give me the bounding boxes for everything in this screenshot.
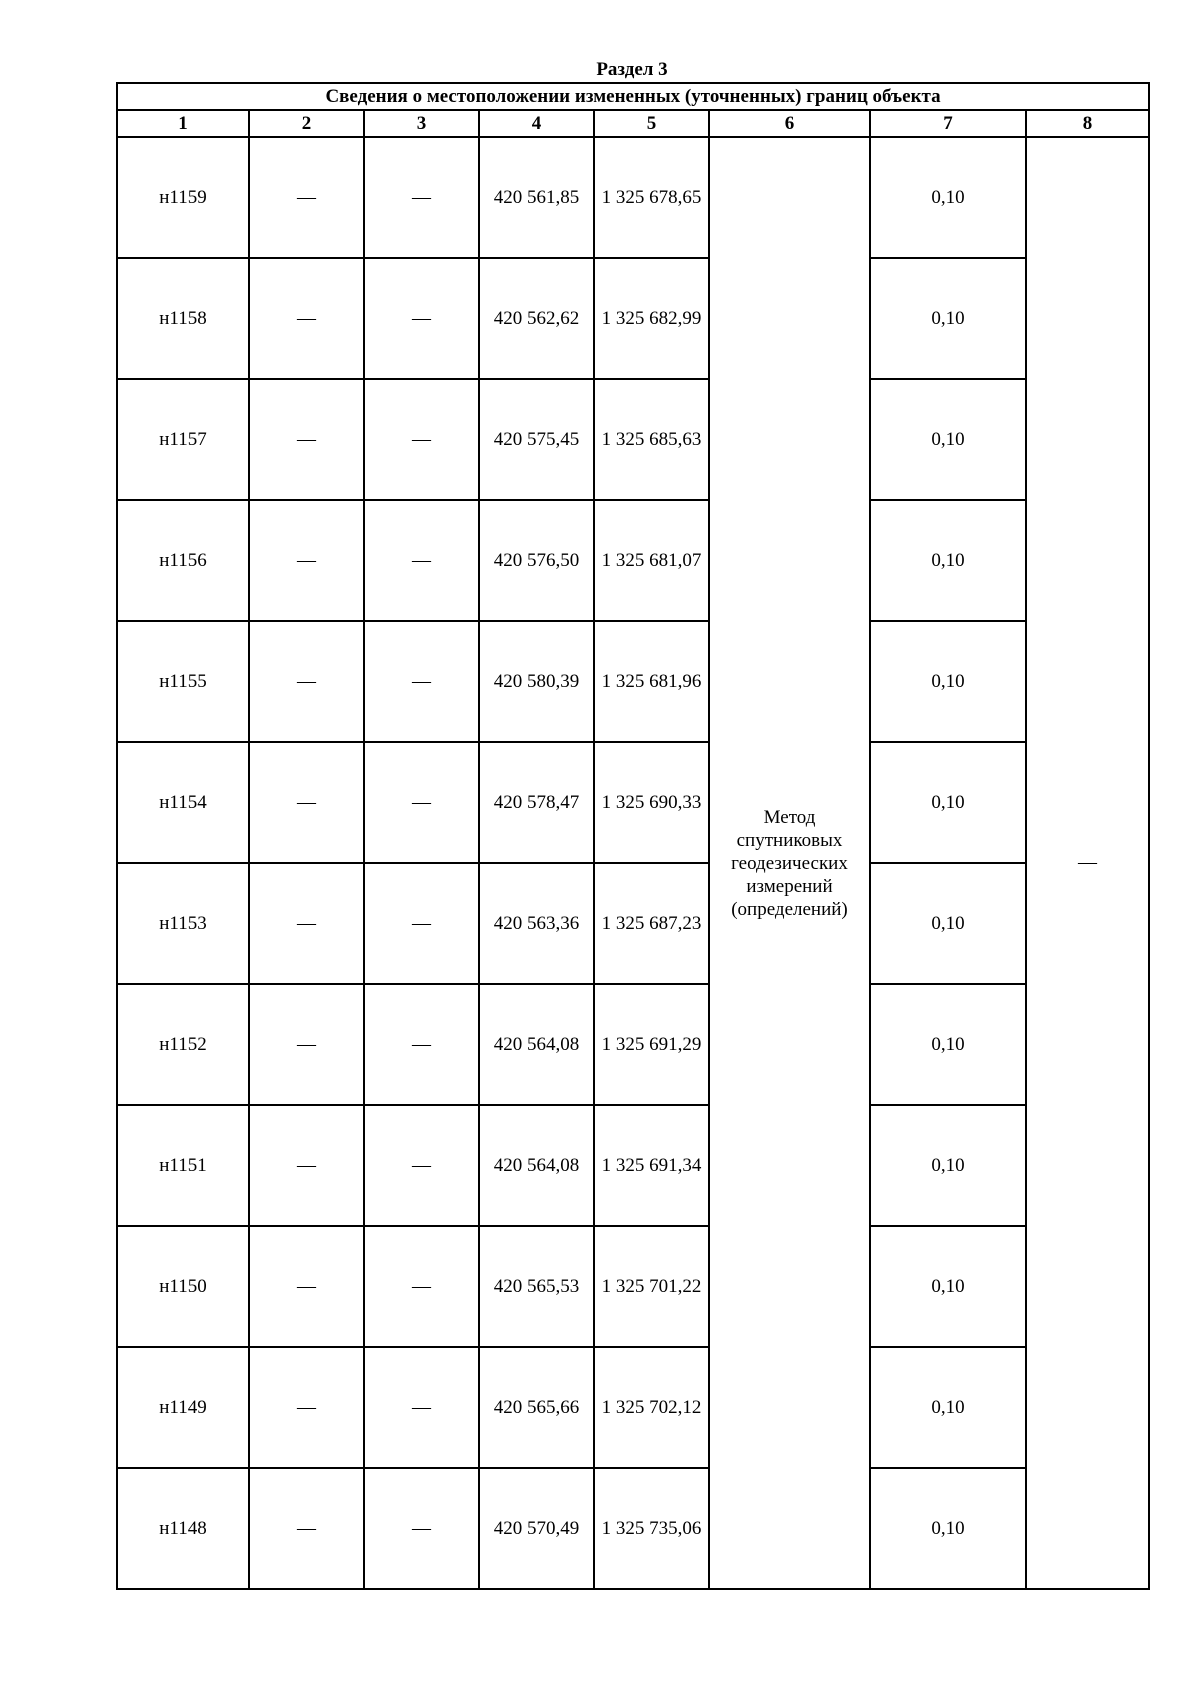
point-name-cell: н1152 [117, 984, 249, 1105]
column-3-cell: — [364, 500, 479, 621]
column-3-cell: — [364, 1347, 479, 1468]
column-2-cell: — [249, 1347, 364, 1468]
accuracy-cell: 0,10 [870, 863, 1026, 984]
table-body [117, 137, 1149, 1589]
x-coordinate-cell: 420 561,85 [479, 137, 594, 258]
x-coordinate-cell: 420 564,08 [479, 1105, 594, 1226]
x-coordinate-cell: 420 570,49 [479, 1468, 594, 1589]
column-3-cell: — [364, 1468, 479, 1589]
column-2-cell: — [249, 500, 364, 621]
point-name-cell: н1151 [117, 1105, 249, 1226]
column-3-cell: — [364, 1226, 479, 1347]
column-3-cell: — [364, 1105, 479, 1226]
y-coordinate-cell: 1 325 691,34 [594, 1105, 709, 1226]
accuracy-cell: 0,10 [870, 500, 1026, 621]
point-name-cell: н1153 [117, 863, 249, 984]
column-2-cell: — [249, 137, 364, 258]
column-2-cell: — [249, 1226, 364, 1347]
accuracy-cell: 0,10 [870, 379, 1026, 500]
table-caption: Сведения о местоположении измененных (уточненных) границ объекта [117, 83, 1149, 110]
table-row [117, 1468, 1149, 1589]
column-3-cell: — [364, 379, 479, 500]
section-title: Раздел 3 [596, 59, 668, 80]
y-coordinate-cell: 1 325 690,33 [594, 742, 709, 863]
table-row [117, 863, 1149, 984]
column-number: 2 [249, 110, 364, 137]
column-number: 6 [709, 110, 870, 137]
column-3-cell: — [364, 621, 479, 742]
table-row [117, 742, 1149, 863]
accuracy-cell: 0,10 [870, 1468, 1026, 1589]
table-row [117, 1347, 1149, 1468]
column-2-cell: — [249, 379, 364, 500]
column-number: 4 [479, 110, 594, 137]
column-number: 7 [870, 110, 1026, 137]
table-row [117, 258, 1149, 379]
accuracy-cell: 0,10 [870, 984, 1026, 1105]
column-number: 1 [117, 110, 249, 137]
accuracy-cell: 0,10 [870, 1226, 1026, 1347]
point-name-cell: н1154 [117, 742, 249, 863]
y-coordinate-cell: 1 325 681,96 [594, 621, 709, 742]
point-name-cell: н1148 [117, 1468, 249, 1589]
accuracy-cell: 0,10 [870, 258, 1026, 379]
y-coordinate-cell: 1 325 735,06 [594, 1468, 709, 1589]
x-coordinate-cell: 420 565,66 [479, 1347, 594, 1468]
point-name-cell: н1155 [117, 621, 249, 742]
column-number: 5 [594, 110, 709, 137]
column-3-cell: — [364, 137, 479, 258]
point-name-cell: н1156 [117, 500, 249, 621]
y-coordinate-cell: 1 325 681,07 [594, 500, 709, 621]
accuracy-cell: 0,10 [870, 137, 1026, 258]
x-coordinate-cell: 420 575,45 [479, 379, 594, 500]
y-coordinate-cell: 1 325 678,65 [594, 137, 709, 258]
point-name-cell: н1150 [117, 1226, 249, 1347]
table-row [117, 621, 1149, 742]
table-row [117, 1226, 1149, 1347]
table-row [117, 984, 1149, 1105]
column-2-cell: — [249, 863, 364, 984]
table-row [117, 379, 1149, 500]
column-3-cell: — [364, 258, 479, 379]
column-2-cell: — [249, 1468, 364, 1589]
point-name-cell: н1157 [117, 379, 249, 500]
accuracy-cell: 0,10 [870, 1105, 1026, 1226]
y-coordinate-cell: 1 325 682,99 [594, 258, 709, 379]
column-2-cell: — [249, 621, 364, 742]
x-coordinate-cell: 420 576,50 [479, 500, 594, 621]
column-number: 8 [1026, 110, 1149, 137]
column-3-cell: — [364, 863, 479, 984]
point-name-cell: н1159 [117, 137, 249, 258]
table-row [117, 1105, 1149, 1226]
column-3-cell: — [364, 742, 479, 863]
accuracy-cell: 0,10 [870, 1347, 1026, 1468]
column-2-cell: — [249, 1105, 364, 1226]
column-number: 3 [364, 110, 479, 137]
method-cell: Метод спутниковых геодезических измерений (определений) [709, 137, 870, 1589]
point-name-cell: н1158 [117, 258, 249, 379]
table-row [117, 500, 1149, 621]
point-name-cell: н1149 [117, 1347, 249, 1468]
column-2-cell: — [249, 258, 364, 379]
x-coordinate-cell: 420 564,08 [479, 984, 594, 1105]
y-coordinate-cell: 1 325 685,63 [594, 379, 709, 500]
boundary-coordinates-table [116, 82, 1150, 1590]
x-coordinate-cell: 420 562,62 [479, 258, 594, 379]
accuracy-cell: 0,10 [870, 742, 1026, 863]
column-3-cell: — [364, 984, 479, 1105]
x-coordinate-cell: 420 578,47 [479, 742, 594, 863]
column-2-cell: — [249, 984, 364, 1105]
y-coordinate-cell: 1 325 691,29 [594, 984, 709, 1105]
y-coordinate-cell: 1 325 702,12 [594, 1347, 709, 1468]
column-numbers-row [117, 110, 1149, 137]
x-coordinate-cell: 420 580,39 [479, 621, 594, 742]
x-coordinate-cell: 420 565,53 [479, 1226, 594, 1347]
y-coordinate-cell: 1 325 701,22 [594, 1226, 709, 1347]
x-coordinate-cell: 420 563,36 [479, 863, 594, 984]
table-row [117, 137, 1149, 258]
column-8-cell: — [1026, 137, 1149, 1589]
accuracy-cell: 0,10 [870, 621, 1026, 742]
y-coordinate-cell: 1 325 687,23 [594, 863, 709, 984]
column-2-cell: — [249, 742, 364, 863]
